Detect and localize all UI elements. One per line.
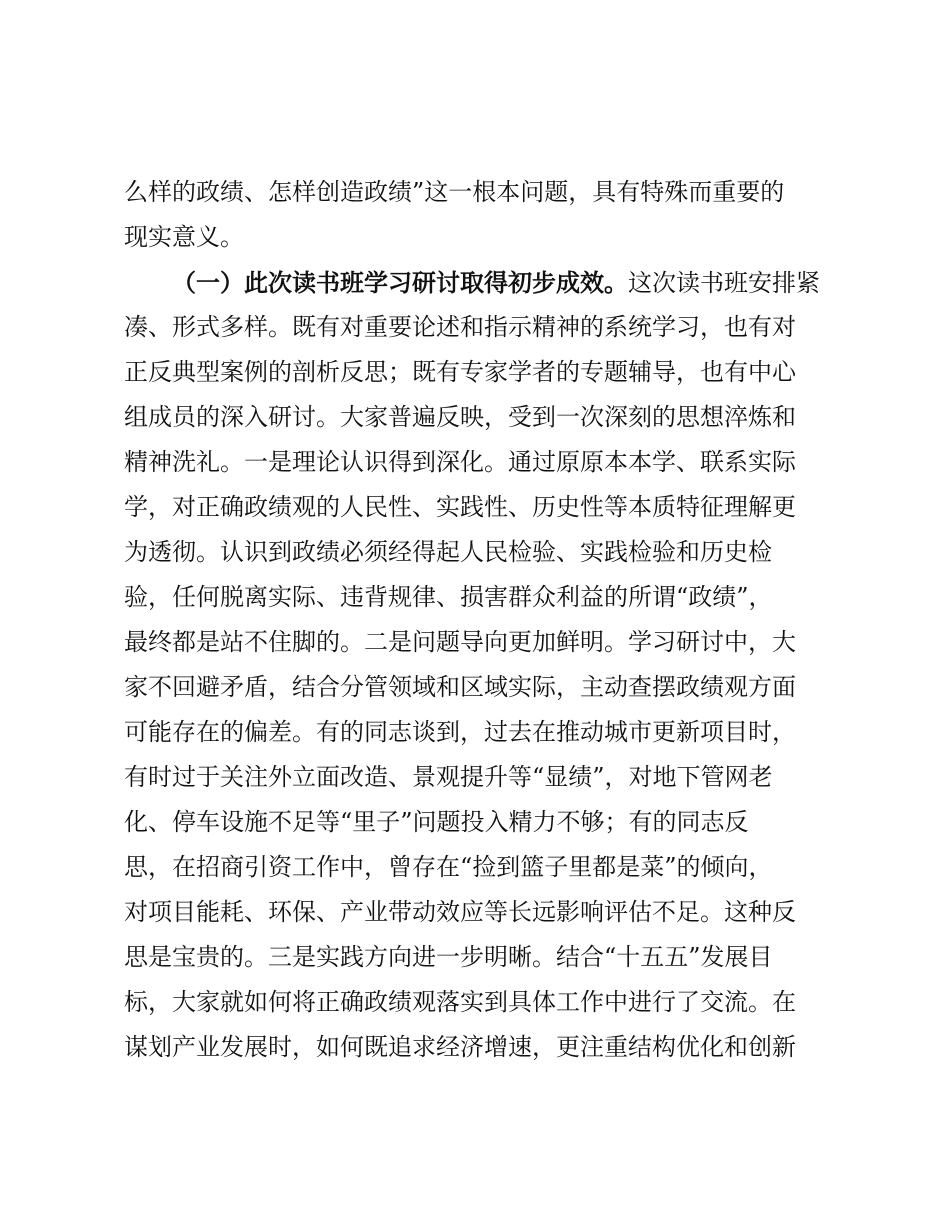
- text-line: 家不回避矛盾，结合分管领域和区域实际，主动查摆政绩观方面: [124, 673, 796, 701]
- text-line: 验，任何脱离实际、违背规律、损害群众利益的所谓“政绩”，: [124, 583, 773, 611]
- text-line: 标，大家就如何将正确政绩观落实到具体工作中进行了交流。在: [124, 988, 796, 1016]
- text-line: 对项目能耗、环保、产业带动效应等长远影响评估不足。这种反: [124, 898, 796, 926]
- section-heading: （一）此次读书班学习研讨取得初步成效。: [172, 268, 628, 297]
- text-line: 有时过于关注外立面改造、景观提升等“显绩”，对地下管网老: [124, 763, 773, 791]
- text-line: 学，对正确政绩观的人民性、实践性、历史性等本质特征理解更: [124, 493, 796, 521]
- text-line: 化、停车设施不足等“里子”问题投入精力不够；有的同志反: [124, 808, 749, 836]
- text-line: 正反典型案例的剖析反思；既有专家学者的专题辅导，也有中心: [124, 358, 796, 386]
- text-line: 思是宝贵的。三是实践方向进一步明晰。结合“十五五”发展目: [124, 943, 773, 971]
- text-line: 谋划产业发展时，如何既追求经济增速，更注重结构优化和创新: [124, 1033, 796, 1061]
- text-line: 最终都是站不住脚的。二是问题导向更加鲜明。学习研讨中，大: [124, 628, 796, 656]
- text-line: 凑、形式多样。既有对重要论述和指示精神的系统学习，也有对: [124, 313, 796, 341]
- text-line: 可能存在的偏差。有的同志谈到，过去在推动城市更新项目时，: [124, 718, 796, 746]
- text-line: 现实意义。: [124, 223, 244, 251]
- text-line: 么样的政绩、怎样创造政绩”这一根本问题，具有特殊而重要的: [124, 178, 785, 206]
- text-line: 为透彻。认识到政绩必须经得起人民检验、实践检验和历史检: [124, 538, 772, 566]
- paragraph-first-line: [124, 260, 824, 305]
- text-fragment: 这次读书班安排紧: [628, 269, 820, 297]
- document-body: [124, 170, 824, 1070]
- text-line: 思，在招商引资工作中，曾存在“捡到篮子里都是菜”的倾向，: [124, 853, 773, 881]
- text-line: 精神洗礼。一是理论认识得到深化。通过原原本本学、联系实际: [124, 448, 796, 476]
- text-line: 组成员的深入研讨。大家普遍反映，受到一次深刻的思想淬炼和: [124, 403, 796, 431]
